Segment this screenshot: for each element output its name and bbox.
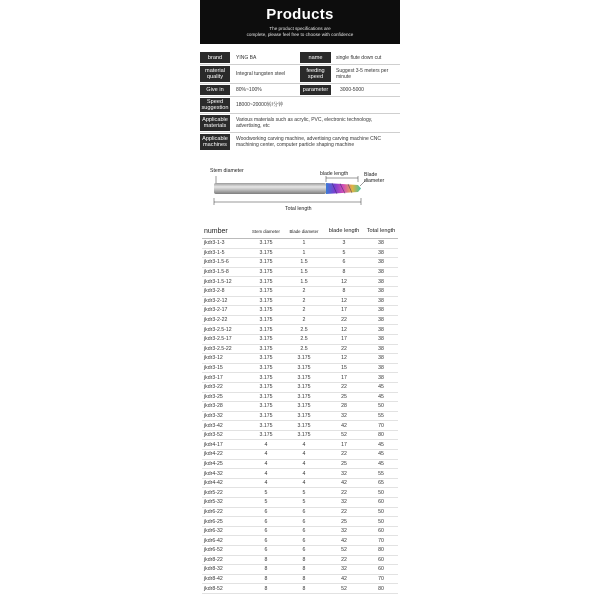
divider [200, 83, 400, 84]
cell-blade-diameter: 4 [284, 459, 324, 469]
cell-blade-length: 32 [324, 469, 364, 479]
total-length-label: Total length [285, 206, 312, 212]
cell-blade-length: 42 [324, 478, 364, 488]
cell-number: jkdr3-2-17 [202, 306, 248, 316]
cell-number: jkdr4-42 [202, 478, 248, 488]
table-row [202, 459, 398, 469]
cell-stem-diameter: 3.175 [248, 248, 284, 258]
cell-number: jkdr6-22 [202, 507, 248, 517]
cell-total-length: 38 [364, 248, 398, 258]
cell-stem-diameter: 3.175 [248, 430, 284, 440]
cell-number: jkdr4-22 [202, 450, 248, 460]
cell-stem-diameter: 6 [248, 526, 284, 536]
table-row [202, 382, 398, 392]
spec-label-give-in: Give in [200, 85, 230, 95]
table-row [202, 411, 398, 421]
cell-blade-diameter: 6 [284, 517, 324, 527]
cell-total-length: 70 [364, 574, 398, 584]
cell-stem-diameter: 3.175 [248, 325, 284, 335]
cell-number: jkdr3-22 [202, 382, 248, 392]
table-row [202, 430, 398, 440]
cell-blade-length: 12 [324, 296, 364, 306]
cell-blade-diameter: 2 [284, 286, 324, 296]
cell-total-length: 80 [364, 584, 398, 594]
cell-blade-diameter: 3.175 [284, 392, 324, 402]
spec-label-feeding: feeding speed [300, 66, 331, 82]
divider [200, 132, 400, 133]
table-row [202, 421, 398, 431]
cell-number: jkdr3-2-8 [202, 286, 248, 296]
cell-stem-diameter: 3.175 [248, 296, 284, 306]
col-total-length: Total length [364, 224, 398, 239]
cell-total-length: 38 [364, 334, 398, 344]
cell-number: jkdr3-12 [202, 354, 248, 364]
spec-label-parameter: parameter [300, 85, 331, 95]
cell-number: jkdr3-1-3 [202, 239, 248, 249]
cell-blade-length: 32 [324, 526, 364, 536]
size-table [202, 224, 398, 594]
col-number: number [202, 224, 248, 239]
cell-blade-diameter: 3.175 [284, 411, 324, 421]
cell-blade-length: 52 [324, 430, 364, 440]
spec-label-speed: Speed suggestion [201, 99, 229, 111]
cell-blade-diameter: 3.175 [284, 363, 324, 373]
cell-number: jkdr3-2.5-17 [202, 334, 248, 344]
table-row [202, 546, 398, 556]
cell-blade-length: 6 [324, 258, 364, 268]
cell-number: jkdr3-2-22 [202, 315, 248, 325]
cell-blade-length: 22 [324, 382, 364, 392]
table-row [202, 354, 398, 364]
table-row [202, 392, 398, 402]
cell-number: jkdr8-52 [202, 584, 248, 594]
cell-total-length: 45 [364, 382, 398, 392]
cell-total-length: 38 [364, 277, 398, 287]
cell-stem-diameter: 8 [248, 584, 284, 594]
cell-number: jkdr3-1.5-12 [202, 277, 248, 287]
cell-blade-diameter: 2.5 [284, 344, 324, 354]
cell-number: jkdr3-25 [202, 392, 248, 402]
cell-total-length: 65 [364, 478, 398, 488]
cell-blade-diameter: 4 [284, 440, 324, 450]
cell-number: jkdr3-1-5 [202, 248, 248, 258]
cell-blade-length: 17 [324, 373, 364, 383]
cell-blade-length: 32 [324, 498, 364, 508]
table-row [202, 296, 398, 306]
end-mill-diagram [200, 160, 400, 218]
cell-blade-length: 52 [324, 546, 364, 556]
cell-stem-diameter: 3.175 [248, 315, 284, 325]
spec-label-name: name [300, 52, 331, 63]
cell-number: jkdr3-2-12 [202, 296, 248, 306]
cell-total-length: 38 [364, 286, 398, 296]
cell-stem-diameter: 4 [248, 469, 284, 479]
cell-total-length: 38 [364, 267, 398, 277]
cell-stem-diameter: 6 [248, 536, 284, 546]
cell-stem-diameter: 4 [248, 478, 284, 488]
col-stem-diameter: Stem diameter [248, 224, 284, 239]
cell-stem-diameter: 3.175 [248, 354, 284, 364]
cell-number: jkdr8-22 [202, 555, 248, 565]
cell-blade-length: 52 [324, 584, 364, 594]
cell-stem-diameter: 4 [248, 459, 284, 469]
cell-stem-diameter: 8 [248, 565, 284, 575]
cell-blade-length: 22 [324, 555, 364, 565]
cell-blade-diameter: 1 [284, 248, 324, 258]
spec-label-material: material quality [200, 66, 230, 82]
cell-number: jkdr3-28 [202, 402, 248, 412]
cell-number: jkdr3-1.5-8 [202, 267, 248, 277]
spec-value-speed: 18000~20000转/分钟 [236, 102, 284, 108]
cell-blade-length: 42 [324, 536, 364, 546]
cell-blade-length: 22 [324, 344, 364, 354]
cell-stem-diameter: 3.175 [248, 239, 284, 249]
cell-blade-diameter: 3.175 [284, 430, 324, 440]
cell-stem-diameter: 5 [248, 488, 284, 498]
cell-total-length: 38 [364, 239, 398, 249]
cell-blade-diameter: 5 [284, 488, 324, 498]
cell-blade-length: 22 [324, 488, 364, 498]
cell-number: jkdr3-2.5-12 [202, 325, 248, 335]
cell-blade-length: 17 [324, 440, 364, 450]
table-row [202, 469, 398, 479]
cell-number: jkdr5-32 [202, 498, 248, 508]
table-row [202, 574, 398, 584]
cell-total-length: 70 [364, 536, 398, 546]
col-blade-length: blade length [324, 224, 364, 239]
cell-blade-diameter: 2.5 [284, 325, 324, 335]
cell-blade-length: 12 [324, 325, 364, 335]
cell-stem-diameter: 3.175 [248, 277, 284, 287]
cell-stem-diameter: 3.175 [248, 373, 284, 383]
table-row [202, 239, 398, 249]
cell-total-length: 50 [364, 517, 398, 527]
cell-blade-length: 22 [324, 450, 364, 460]
cell-blade-diameter: 3.175 [284, 421, 324, 431]
cell-total-length: 38 [364, 306, 398, 316]
cell-blade-diameter: 6 [284, 526, 324, 536]
cell-number: jkdr3-2.5-22 [202, 344, 248, 354]
cell-blade-length: 12 [324, 354, 364, 364]
table-row [202, 498, 398, 508]
cell-number: jkdr6-32 [202, 526, 248, 536]
cell-stem-diameter: 3.175 [248, 267, 284, 277]
cell-blade-length: 8 [324, 267, 364, 277]
cell-total-length: 60 [364, 565, 398, 575]
cell-total-length: 50 [364, 402, 398, 412]
cell-stem-diameter: 6 [248, 517, 284, 527]
cell-total-length: 60 [364, 555, 398, 565]
table-row [202, 526, 398, 536]
col-blade-diameter: Blade diameter [284, 224, 324, 239]
cell-stem-diameter: 3.175 [248, 258, 284, 268]
cell-total-length: 38 [364, 344, 398, 354]
cell-stem-diameter: 3.175 [248, 286, 284, 296]
cell-total-length: 45 [364, 459, 398, 469]
cell-blade-diameter: 8 [284, 555, 324, 565]
table-row [202, 517, 398, 527]
cell-number: jkdr8-42 [202, 574, 248, 584]
spec-value-machines: Woodworking carving machine, advertising carving machine CNC machining center, computer particle shaping machine [236, 136, 381, 148]
spec-value-materials: Various materials such as acrylic, PVC, electronic technology, advertising, etc [236, 117, 373, 129]
cell-number: jkdr4-25 [202, 459, 248, 469]
product-sheet [200, 0, 400, 600]
cell-stem-diameter: 3.175 [248, 402, 284, 412]
divider [200, 96, 400, 97]
cell-total-length: 80 [364, 430, 398, 440]
spec-label-materials: Applicable materials [200, 115, 230, 131]
table-header-row [202, 224, 398, 239]
cell-blade-diameter: 3.175 [284, 354, 324, 364]
spec-value-feeding: Suggest 3-5 meters per minute [336, 68, 389, 80]
cell-number: jkdr3-1.5-6 [202, 258, 248, 268]
table-row [202, 536, 398, 546]
cell-blade-length: 25 [324, 459, 364, 469]
cell-total-length: 38 [364, 258, 398, 268]
spec-value-give-in: 80%~100% [236, 87, 262, 93]
table-row [202, 373, 398, 383]
cell-blade-length: 25 [324, 392, 364, 402]
page-subtitle: The product specifications are complete, please feel free to choose with confidence [246, 26, 354, 37]
cell-stem-diameter: 4 [248, 440, 284, 450]
cell-total-length: 50 [364, 488, 398, 498]
cell-stem-diameter: 6 [248, 546, 284, 556]
cell-blade-length: 12 [324, 277, 364, 287]
table-row [202, 488, 398, 498]
cell-total-length: 80 [364, 546, 398, 556]
table-row [202, 267, 398, 277]
cell-blade-diameter: 6 [284, 507, 324, 517]
cell-stem-diameter: 6 [248, 507, 284, 517]
table-row [202, 565, 398, 575]
cell-total-length: 60 [364, 498, 398, 508]
cell-blade-length: 17 [324, 334, 364, 344]
cell-blade-length: 25 [324, 517, 364, 527]
cell-stem-diameter: 3.175 [248, 306, 284, 316]
cell-number: jkdr5-22 [202, 488, 248, 498]
cell-stem-diameter: 8 [248, 574, 284, 584]
spec-label-brand: brand [200, 52, 230, 63]
table-row [202, 286, 398, 296]
cell-number: jkdr4-17 [202, 440, 248, 450]
spec-label-machines: Applicable machines [200, 134, 230, 150]
cell-stem-diameter: 3.175 [248, 334, 284, 344]
cell-blade-diameter: 4 [284, 450, 324, 460]
cell-number: jkdr3-42 [202, 421, 248, 431]
cell-blade-length: 5 [324, 248, 364, 258]
cell-blade-length: 15 [324, 363, 364, 373]
table-row [202, 440, 398, 450]
spec-value-brand: YING BA [236, 54, 257, 61]
table-row [202, 248, 398, 258]
cell-total-length: 50 [364, 507, 398, 517]
page-title: Products [266, 6, 334, 23]
cell-total-length: 38 [364, 373, 398, 383]
cell-total-length: 45 [364, 450, 398, 460]
cell-blade-diameter: 4 [284, 469, 324, 479]
cell-blade-length: 22 [324, 315, 364, 325]
cell-blade-length: 8 [324, 286, 364, 296]
cell-blade-diameter: 2 [284, 296, 324, 306]
cell-stem-diameter: 3.175 [248, 344, 284, 354]
cell-blade-diameter: 8 [284, 584, 324, 594]
cell-blade-diameter: 1.5 [284, 267, 324, 277]
cell-total-length: 55 [364, 411, 398, 421]
cell-stem-diameter: 3.175 [248, 421, 284, 431]
cell-blade-length: 42 [324, 421, 364, 431]
divider [200, 64, 400, 65]
cell-stem-diameter: 4 [248, 450, 284, 460]
cell-blade-diameter: 1.5 [284, 258, 324, 268]
cell-blade-length: 17 [324, 306, 364, 316]
table-row [202, 306, 398, 316]
cell-total-length: 38 [364, 325, 398, 335]
table-row [202, 555, 398, 565]
cell-blade-diameter: 6 [284, 546, 324, 556]
divider [200, 113, 400, 114]
spec-value-material: Integral tungsten steel [236, 71, 286, 77]
cell-blade-diameter: 3.175 [284, 373, 324, 383]
cell-blade-length: 42 [324, 574, 364, 584]
table-row [202, 325, 398, 335]
table-row [202, 450, 398, 460]
cell-blade-diameter: 1 [284, 239, 324, 249]
cell-number: jkdr3-32 [202, 411, 248, 421]
cell-blade-diameter: 1.5 [284, 277, 324, 287]
spec-value-name: single flute down cut [336, 54, 382, 61]
stem-diameter-label: Stem diameter [210, 168, 244, 174]
cell-stem-diameter: 3.175 [248, 411, 284, 421]
table-row [202, 584, 398, 594]
blade-diameter-label: Blade diameter [364, 172, 385, 184]
table-row [202, 277, 398, 287]
cell-number: jkdr3-52 [202, 430, 248, 440]
cell-total-length: 55 [364, 469, 398, 479]
cell-blade-diameter: 6 [284, 536, 324, 546]
cell-stem-diameter: 3.175 [248, 382, 284, 392]
cell-stem-diameter: 5 [248, 498, 284, 508]
table-row [202, 402, 398, 412]
cell-number: jkdr6-25 [202, 517, 248, 527]
table-row [202, 334, 398, 344]
cell-blade-length: 28 [324, 402, 364, 412]
cell-number: jkdr3-15 [202, 363, 248, 373]
cell-blade-diameter: 2.5 [284, 334, 324, 344]
blade-length-label: blade length [320, 171, 349, 177]
cell-total-length: 45 [364, 440, 398, 450]
table-body [202, 239, 398, 594]
cell-total-length: 60 [364, 526, 398, 536]
table-row [202, 478, 398, 488]
table-row [202, 315, 398, 325]
cell-number: jkdr6-52 [202, 546, 248, 556]
cell-total-length: 45 [364, 392, 398, 402]
cell-blade-length: 3 [324, 239, 364, 249]
cell-blade-length: 32 [324, 565, 364, 575]
cell-blade-diameter: 8 [284, 574, 324, 584]
cell-total-length: 38 [364, 363, 398, 373]
cell-stem-diameter: 8 [248, 555, 284, 565]
cell-number: jkdr6-42 [202, 536, 248, 546]
cell-total-length: 38 [364, 354, 398, 364]
cell-blade-diameter: 3.175 [284, 402, 324, 412]
cell-blade-diameter: 2 [284, 306, 324, 316]
cell-number: jkdr4-32 [202, 469, 248, 479]
table-row [202, 258, 398, 268]
cell-total-length: 38 [364, 315, 398, 325]
products-header [200, 0, 400, 44]
cell-blade-diameter: 5 [284, 498, 324, 508]
cell-total-length: 70 [364, 421, 398, 431]
table-row [202, 344, 398, 354]
cell-number: jkdr8-32 [202, 565, 248, 575]
cell-blade-length: 22 [324, 507, 364, 517]
cell-stem-diameter: 3.175 [248, 392, 284, 402]
table-row [202, 363, 398, 373]
cell-blade-length: 32 [324, 411, 364, 421]
cell-blade-diameter: 3.175 [284, 382, 324, 392]
cell-blade-diameter: 2 [284, 315, 324, 325]
cell-stem-diameter: 3.175 [248, 363, 284, 373]
spec-value-parameter: 3000-5000 [340, 87, 364, 93]
cell-total-length: 38 [364, 296, 398, 306]
cell-number: jkdr3-17 [202, 373, 248, 383]
table-row [202, 507, 398, 517]
cell-blade-diameter: 8 [284, 565, 324, 575]
cell-blade-diameter: 4 [284, 478, 324, 488]
